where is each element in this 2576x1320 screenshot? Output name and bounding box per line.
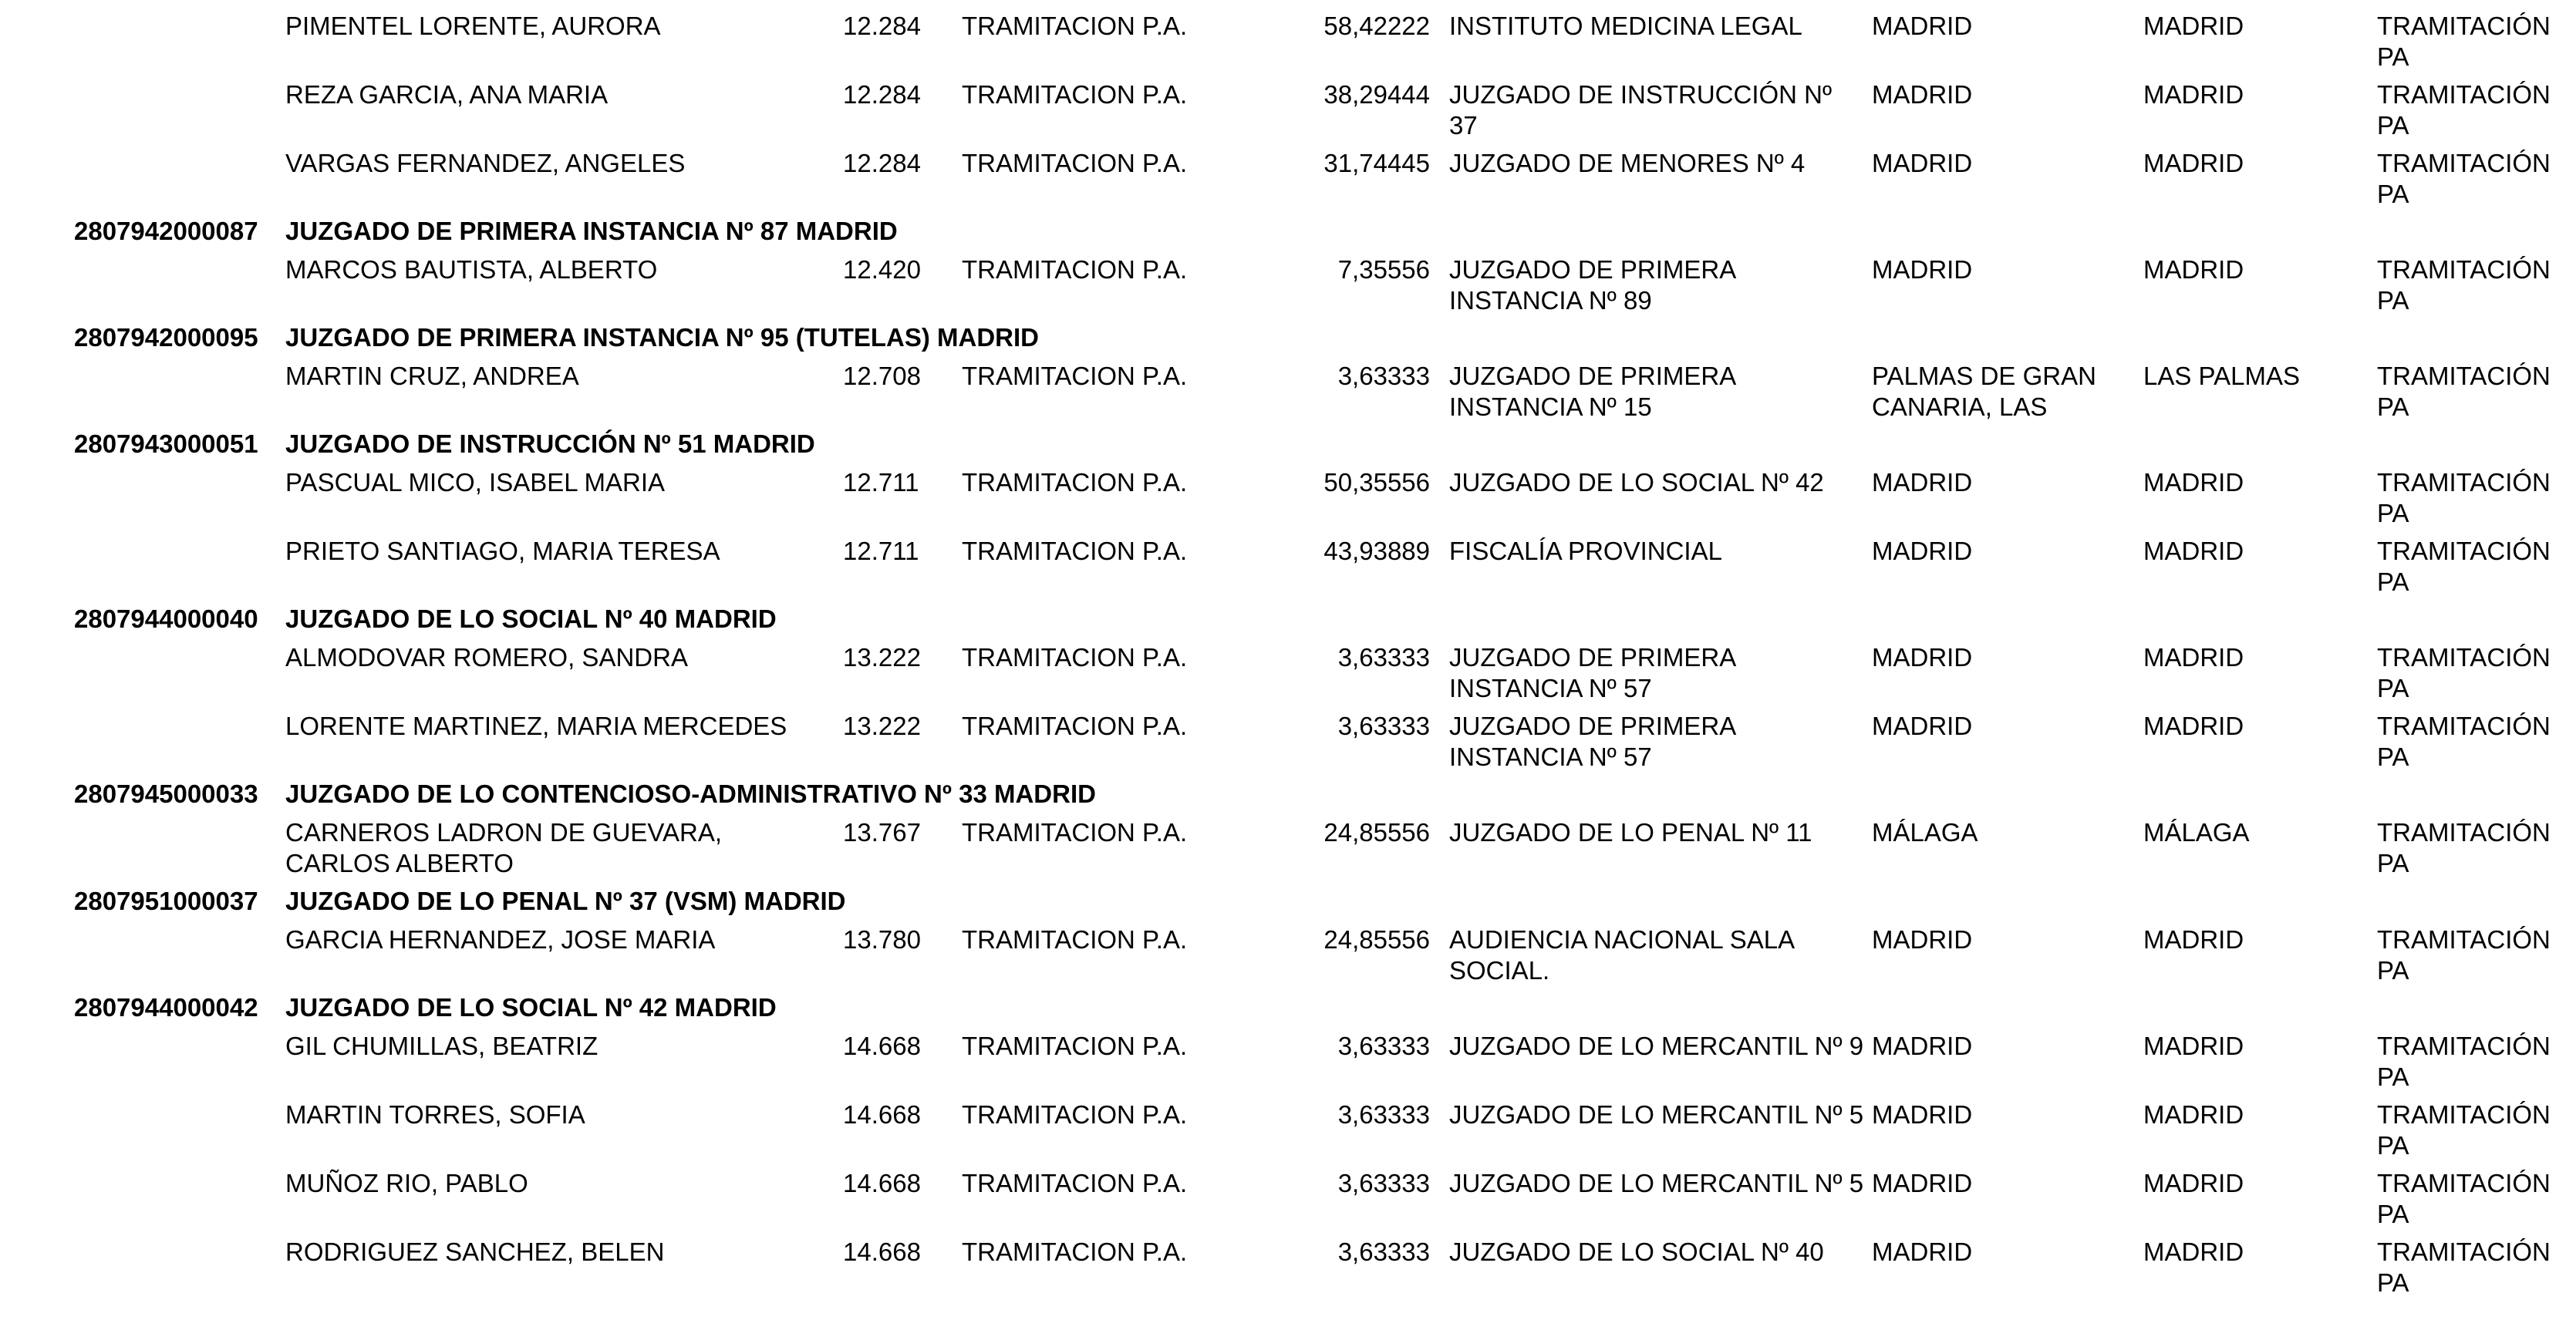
locality: MADRID — [1872, 1238, 1973, 1266]
points: 58,42222 — [1323, 12, 1430, 40]
cuerpo: TRAMITACION P.A. — [962, 537, 1188, 565]
province: MADRID — [2143, 1169, 2244, 1197]
province: MADRID — [2143, 80, 2244, 109]
points: 3,63333 — [1337, 643, 1430, 672]
points: 3,63333 — [1337, 1169, 1430, 1197]
order-number: 14.668 — [843, 1100, 921, 1129]
locality: MADRID — [1872, 1032, 1973, 1060]
person-name: MARCOS BAUTISTA, ALBERTO — [285, 255, 658, 284]
locality: MADRID — [1872, 468, 1973, 497]
position: TRAMITACIÓN PA — [2377, 12, 2551, 71]
locality: MADRID — [1872, 255, 1973, 284]
current-destination: JUZGADO DE PRIMERA INSTANCIA Nº 15 — [1449, 362, 1735, 421]
points: 31,74445 — [1323, 149, 1430, 177]
cuerpo: TRAMITACION P.A. — [962, 12, 1188, 40]
order-number: 13.222 — [843, 712, 921, 740]
current-destination: JUZGADO DE PRIMERA INSTANCIA Nº 57 — [1449, 712, 1735, 771]
current-destination: JUZGADO DE LO SOCIAL Nº 40 — [1449, 1238, 1824, 1266]
current-destination: JUZGADO DE INSTRUCCIÓN Nº 37 — [1449, 80, 1833, 140]
locality: MADRID — [1872, 712, 1973, 740]
province: LAS PALMAS — [2143, 362, 2300, 390]
cuerpo: TRAMITACION P.A. — [962, 255, 1188, 284]
court-name: JUZGADO DE LO PENAL Nº 37 (VSM) MADRID — [285, 887, 846, 915]
current-destination: JUZGADO DE LO MERCANTIL Nº 9 — [1449, 1032, 1864, 1060]
province: MADRID — [2143, 1238, 2244, 1266]
province: MADRID — [2143, 1100, 2244, 1129]
current-destination: JUZGADO DE PRIMERA INSTANCIA Nº 89 — [1449, 255, 1735, 315]
order-number: 12.284 — [843, 80, 921, 109]
cuerpo: TRAMITACION P.A. — [962, 712, 1188, 740]
position: TRAMITACIÓN PA — [2377, 712, 2551, 771]
court-name: JUZGADO DE LO CONTENCIOSO-ADMINISTRATIVO Nº 33 MADRID — [285, 780, 1096, 808]
position: TRAMITACIÓN PA — [2377, 468, 2551, 527]
province: MADRID — [2143, 712, 2244, 740]
current-destination: FISCALÍA PROVINCIAL — [1449, 537, 1722, 565]
court-name: JUZGADO DE PRIMERA INSTANCIA Nº 95 (TUTELAS) MADRID — [285, 323, 1040, 352]
order-number: 12.284 — [843, 12, 921, 40]
cuerpo: TRAMITACION P.A. — [962, 1100, 1188, 1129]
court-code: 2807945000033 — [74, 780, 258, 808]
locality: PALMAS DE GRAN CANARIA, LAS — [1872, 362, 2096, 421]
court-code: 2807944000040 — [74, 604, 258, 633]
person-name: GARCIA HERNANDEZ, JOSE MARIA — [285, 925, 716, 954]
court-code: 2807943000051 — [74, 429, 258, 458]
current-destination: JUZGADO DE PRIMERA INSTANCIA Nº 57 — [1449, 643, 1735, 702]
cuerpo: TRAMITACION P.A. — [962, 362, 1188, 390]
position: TRAMITACIÓN PA — [2377, 643, 2551, 702]
position: TRAMITACIÓN PA — [2377, 1032, 2551, 1091]
cuerpo: TRAMITACION P.A. — [962, 1169, 1188, 1197]
points: 7,35556 — [1337, 255, 1430, 284]
position: TRAMITACIÓN PA — [2377, 80, 2551, 140]
locality: MADRID — [1872, 149, 1973, 177]
province: MÁLAGA — [2143, 818, 2250, 847]
points: 24,85556 — [1323, 818, 1430, 847]
province: MADRID — [2143, 12, 2244, 40]
current-destination: JUZGADO DE LO SOCIAL Nº 42 — [1449, 468, 1824, 497]
locality: MADRID — [1872, 537, 1973, 565]
current-destination: JUZGADO DE LO PENAL Nº 11 — [1449, 818, 1812, 847]
court-code: 2807944000042 — [74, 993, 258, 1022]
locality: MÁLAGA — [1872, 818, 1978, 847]
person-name: ALMODOVAR ROMERO, SANDRA — [285, 643, 688, 672]
position: TRAMITACIÓN PA — [2377, 1100, 2551, 1160]
province: MADRID — [2143, 925, 2244, 954]
position: TRAMITACIÓN PA — [2377, 925, 2551, 985]
person-name: LORENTE MARTINEZ, MARIA MERCEDES — [285, 712, 787, 740]
position: TRAMITACIÓN PA — [2377, 1169, 2551, 1228]
cuerpo: TRAMITACION P.A. — [962, 1238, 1188, 1266]
court-code: 2807942000087 — [74, 217, 258, 245]
court-code: 2807942000095 — [74, 323, 258, 352]
person-name: PRIETO SANTIAGO, MARIA TERESA — [285, 537, 720, 565]
person-name: PIMENTEL LORENTE, AURORA — [285, 12, 661, 40]
court-code: 2807951000037 — [74, 887, 258, 915]
position: TRAMITACIÓN PA — [2377, 537, 2551, 596]
person-name: REZA GARCIA, ANA MARIA — [285, 80, 609, 109]
order-number: 14.668 — [843, 1238, 921, 1266]
points: 3,63333 — [1337, 362, 1430, 390]
court-name: JUZGADO DE LO SOCIAL Nº 40 MADRID — [285, 604, 777, 633]
locality: MADRID — [1872, 1169, 1973, 1197]
order-number: 12.711 — [843, 537, 919, 565]
order-number: 14.668 — [843, 1032, 921, 1060]
locality: MADRID — [1872, 80, 1973, 109]
cuerpo: TRAMITACION P.A. — [962, 1032, 1188, 1060]
position: TRAMITACIÓN PA — [2377, 1238, 2551, 1297]
province: MADRID — [2143, 643, 2244, 672]
order-number: 14.668 — [843, 1169, 921, 1197]
points: 24,85556 — [1323, 925, 1430, 954]
person-name: CARNEROS LADRON DE GUEVARA, CARLOS ALBERTO — [285, 818, 722, 877]
cuerpo: TRAMITACION P.A. — [962, 643, 1188, 672]
points: 3,63333 — [1337, 1238, 1430, 1266]
province: MADRID — [2143, 255, 2244, 284]
person-name: PASCUAL MICO, ISABEL MARIA — [285, 468, 666, 497]
province: MADRID — [2143, 1032, 2244, 1060]
position: TRAMITACIÓN PA — [2377, 362, 2551, 421]
province: MADRID — [2143, 149, 2244, 177]
locality: MADRID — [1872, 12, 1973, 40]
person-name: MARTIN CRUZ, ANDREA — [285, 362, 579, 390]
points: 3,63333 — [1337, 1032, 1430, 1060]
cuerpo: TRAMITACION P.A. — [962, 468, 1188, 497]
person-name: GIL CHUMILLAS, BEATRIZ — [285, 1032, 598, 1060]
order-number: 13.780 — [843, 925, 921, 954]
court-name: JUZGADO DE PRIMERA INSTANCIA Nº 87 MADRID — [285, 217, 898, 245]
current-destination: JUZGADO DE LO MERCANTIL Nº 5 — [1449, 1100, 1864, 1129]
order-number: 12.420 — [843, 255, 921, 284]
order-number: 12.284 — [843, 149, 921, 177]
points: 43,93889 — [1323, 537, 1430, 565]
person-name: VARGAS FERNANDEZ, ANGELES — [285, 149, 686, 177]
locality: MADRID — [1872, 925, 1973, 954]
points: 3,63333 — [1337, 1100, 1430, 1129]
court-name: JUZGADO DE LO SOCIAL Nº 42 MADRID — [285, 993, 777, 1022]
cuerpo: TRAMITACION P.A. — [962, 818, 1188, 847]
order-number: 13.222 — [843, 643, 921, 672]
points: 50,35556 — [1323, 468, 1430, 497]
order-number: 12.711 — [843, 468, 919, 497]
court-name: JUZGADO DE INSTRUCCIÓN Nº 51 MADRID — [285, 429, 815, 458]
province: MADRID — [2143, 537, 2244, 565]
position: TRAMITACIÓN PA — [2377, 818, 2551, 877]
points: 3,63333 — [1337, 712, 1430, 740]
person-name: RODRIGUEZ SANCHEZ, BELEN — [285, 1238, 665, 1266]
position: TRAMITACIÓN PA — [2377, 149, 2551, 208]
cuerpo: TRAMITACION P.A. — [962, 80, 1188, 109]
locality: MADRID — [1872, 1100, 1973, 1129]
province: MADRID — [2143, 468, 2244, 497]
person-name: MUÑOZ RIO, PABLO — [285, 1169, 528, 1197]
current-destination: INSTITUTO MEDICINA LEGAL — [1449, 12, 1802, 40]
locality: MADRID — [1872, 643, 1973, 672]
cuerpo: TRAMITACION P.A. — [962, 925, 1188, 954]
person-name: MARTIN TORRES, SOFIA — [285, 1100, 585, 1129]
cuerpo: TRAMITACION P.A. — [962, 149, 1188, 177]
current-destination: AUDIENCIA NACIONAL SALA SOCIAL. — [1449, 925, 1794, 985]
current-destination: JUZGADO DE MENORES Nº 4 — [1449, 149, 1806, 177]
order-number: 12.708 — [843, 362, 921, 390]
current-destination: JUZGADO DE LO MERCANTIL Nº 5 — [1449, 1169, 1864, 1197]
points: 38,29444 — [1323, 80, 1430, 109]
position: TRAMITACIÓN PA — [2377, 255, 2551, 315]
order-number: 13.767 — [843, 818, 921, 847]
